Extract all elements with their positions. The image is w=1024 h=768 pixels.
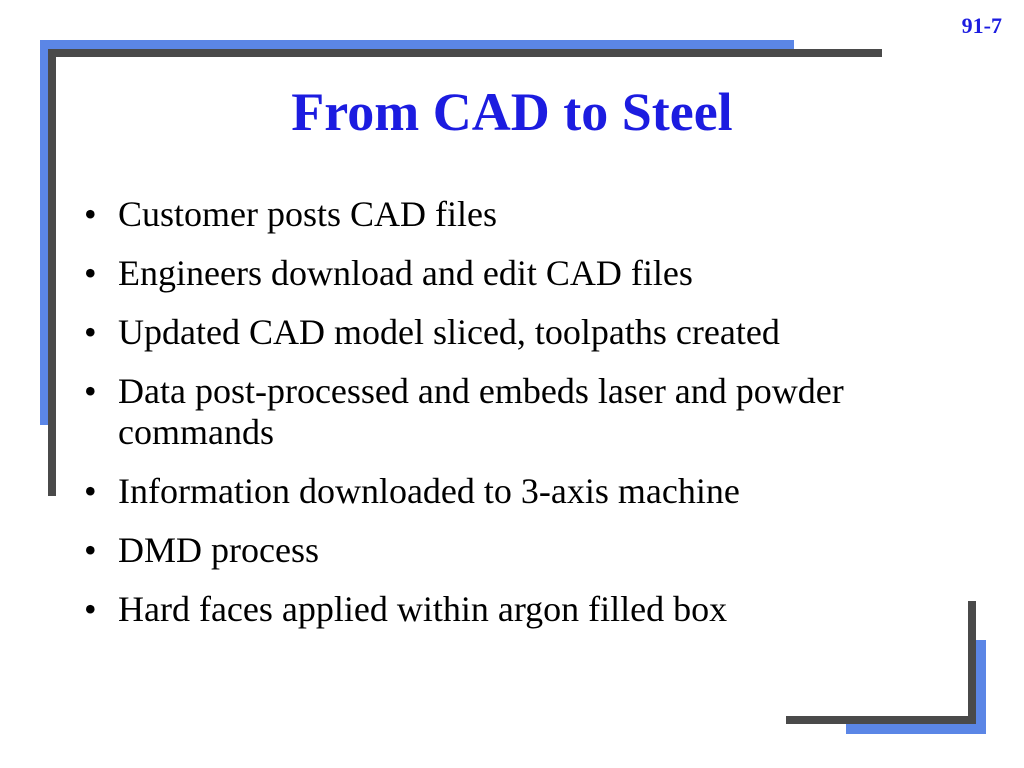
frame-bottom-gray-bar [786,716,976,724]
bullet-dot-icon: • [84,194,97,234]
bullet-text: Hard faces applied within argon filled box [118,589,728,629]
bullet-dot-icon: • [84,589,97,629]
bullet-dot-icon: • [84,253,97,293]
bullet-text: Data post-processed and embeds laser and powder commands [118,371,844,452]
bullet-item [80,371,970,453]
bullet-dot-icon: • [84,471,97,511]
bullet-dot-icon: • [84,371,97,411]
bullet-list [80,194,970,648]
bullet-text: Engineers download and edit CAD files [118,253,693,293]
slide-number: 91-7 [961,13,1002,38]
bullet-text: Customer posts CAD files [118,194,498,234]
bullet-item [80,530,970,571]
slide-title: From CAD to Steel [291,82,733,142]
bullet-item [80,589,970,630]
bullet-dot-icon: • [84,312,97,352]
frame-top-gray-bar [48,49,882,57]
bullet-item [80,253,970,294]
frame-bottom-blue-bar [846,723,986,734]
bullet-dot-icon: • [84,530,97,570]
bullet-text: Information downloaded to 3-axis machine [118,471,740,511]
bullet-item [80,312,970,353]
frame-right-blue-bar [975,640,986,734]
bullet-item [80,194,970,235]
bullet-text: Updated CAD model sliced, toolpaths created [118,312,780,352]
bullet-text: DMD process [118,530,319,570]
bullet-item [80,471,970,512]
